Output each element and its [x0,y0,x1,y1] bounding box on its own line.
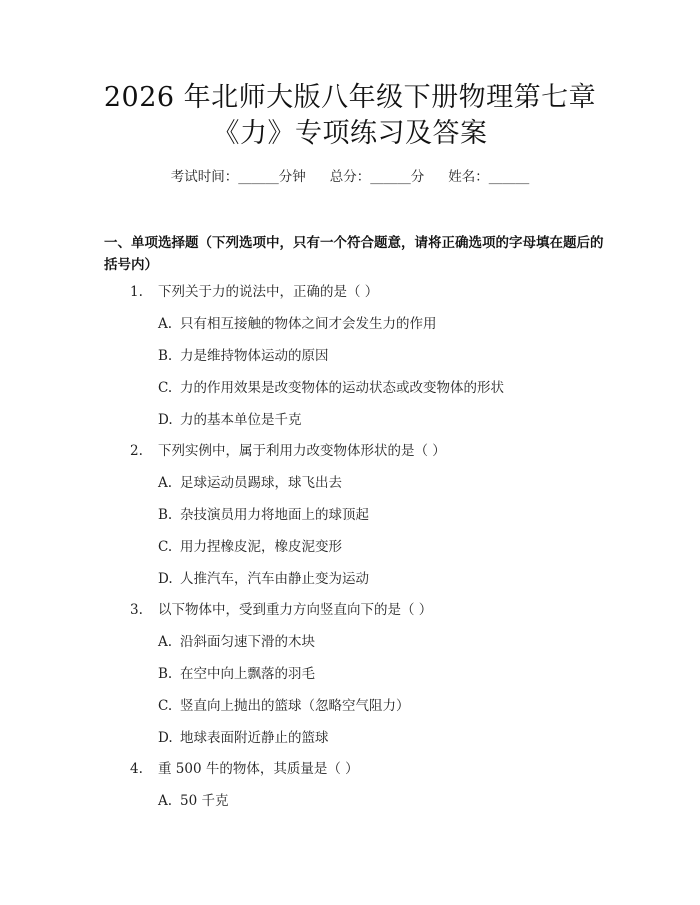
question-number: 3. [130,602,143,618]
option-text: 沿斜面匀速下滑的木块 [180,634,315,650]
section-heading-single-choice: 一、单项选择题（下列选项中，只有一个符合题意，请将正确选项的字母填在题后的括号内） [104,235,604,273]
option-text: 只有相互接触的物体之间才会发生力的作用 [180,316,437,332]
question-3-option-a [158,632,315,652]
question-1-option-d [158,410,302,430]
question-1 [130,282,378,302]
option-text: 杂技演员用力将地面上的球顶起 [180,507,369,523]
option-letter: B. [158,666,173,682]
option-letter: B. [158,507,173,523]
option-text: 用力捏橡皮泥，橡皮泥变形 [180,539,342,555]
exam-time-field: 考试时间：______分钟 [170,169,306,185]
question-text: 以下物体中，受到重力方向竖直向下的是（ ） [158,602,433,618]
total-score-field: 总分：______分 [329,169,425,185]
question-1-option-c [158,378,504,398]
option-text: 力是维持物体运动的原因 [180,348,329,364]
question-number: 1. [130,284,143,300]
exam-info-row [0,167,700,187]
question-3 [130,600,432,620]
question-2 [130,441,446,461]
question-3-option-c [158,696,410,716]
question-number: 2. [130,443,143,459]
option-letter: C. [158,380,173,396]
option-text: 竖直向上抛出的篮球（忽略空气阻力） [180,698,410,714]
question-text: 下列实例中，属于利用力改变物体形状的是（ ） [158,443,446,459]
question-number: 4. [130,761,143,777]
option-letter: A. [158,634,173,650]
option-text: 力的作用效果是改变物体的运动状态或改变物体的形状 [180,380,504,396]
option-letter: A. [158,793,173,809]
question-1-option-a [158,314,437,334]
question-2-option-b [158,505,369,525]
question-2-option-c [158,537,342,557]
question-3-option-d [158,728,329,748]
option-text: 力的基本单位是千克 [180,412,302,428]
question-2-option-d [158,569,369,589]
option-letter: B. [158,348,173,364]
document-title-line-1: 2026 年北师大版八年级下册物理第七章 [103,82,597,113]
option-text: 在空中向上飘落的羽毛 [180,666,315,682]
option-text: 50 千克 [180,793,229,809]
student-name-field: 姓名：______ [448,169,530,185]
question-1-option-b [158,346,329,366]
option-letter: A. [158,316,173,332]
question-text: 重 500 牛的物体，其质量是（ ） [158,761,359,777]
option-letter: D. [158,412,173,428]
question-2-option-a [158,473,342,493]
question-4 [130,759,359,779]
option-text: 人推汽车，汽车由静止变为运动 [180,571,369,587]
document-title-line-2: 《力》专项练习及答案 [212,118,488,149]
option-letter: C. [158,698,173,714]
question-text: 下列关于力的说法中，正确的是（ ） [158,284,379,300]
option-letter: C. [158,539,173,555]
option-text: 足球运动员踢球，球飞出去 [180,475,342,491]
option-letter: D. [158,571,173,587]
question-3-option-b [158,664,315,684]
option-letter: A. [158,475,173,491]
option-letter: D. [158,730,173,746]
option-text: 地球表面附近静止的篮球 [180,730,329,746]
question-4-option-a [158,791,228,811]
